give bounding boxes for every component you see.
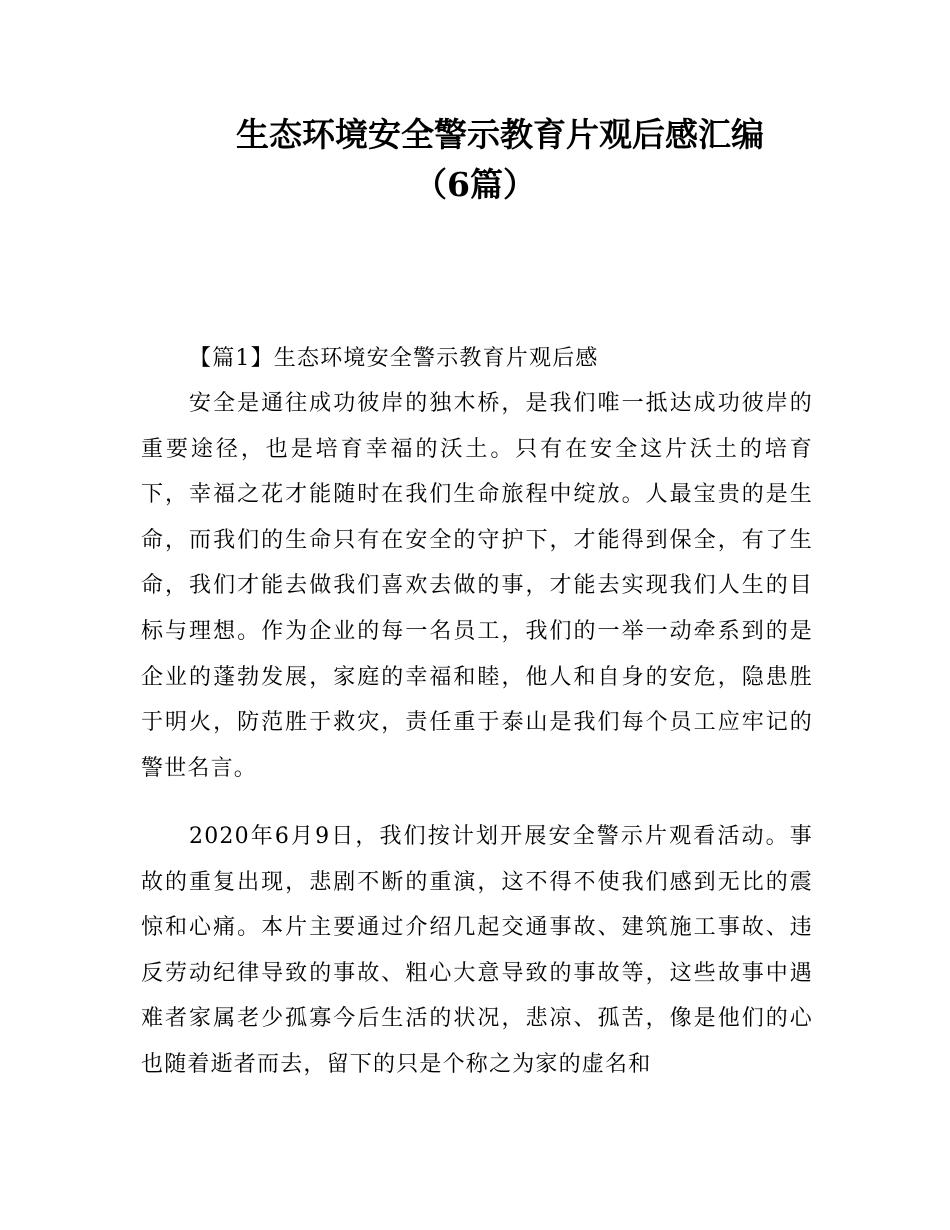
paragraph-text: 2020年6月9日，我们按计划开展安全警示片观看活动。事故的重复出现，悲剧不断的重演，这不得不使我们感到无比的震惊和心痛。本片主要通过介绍几起交通事故、建筑施工事故、违反劳动纪律导致的事故、粗心大意导致的事故等，这些故事中遇难者家属老少孤寡今后生活的状况，悲凉、孤苦，像是他们的心也随着逝者而去，留下的只是个称之为家的虚名和 — [141, 824, 813, 1077]
paragraph-1 — [141, 381, 813, 791]
document-title — [0, 110, 950, 210]
paragraph-2 — [141, 814, 813, 1088]
title-line-2: （6篇） — [414, 165, 536, 204]
section-heading: 【篇1】生态环境安全警示教育片观后感 — [189, 346, 599, 371]
title-line-1: 生态环境安全警示教育片观后感汇编 — [236, 115, 764, 154]
paragraph-text: 安全是通往成功彼岸的独木桥，是我们唯一抵达成功彼岸的重要途径，也是培育幸福的沃土。只有在安全这片沃土的培育下，幸福之花才能随时在我们生命旅程中绽放。人最宝贵的是生命，而我们的生命只有在安全的守护下，才能得到保全，有了生命，我们才能去做我们喜欢去做的事，才能去实现我们人生的目标与理想。作为企业的每一名员工，我们的一举一动牵系到的是企业的蓬勃发展，家庭的幸福和睦，他人和自身的安危，隐患胜于明火，防范胜于救灾，责任重于泰山是我们每个员工应牢记的警世名言。 — [141, 391, 813, 781]
